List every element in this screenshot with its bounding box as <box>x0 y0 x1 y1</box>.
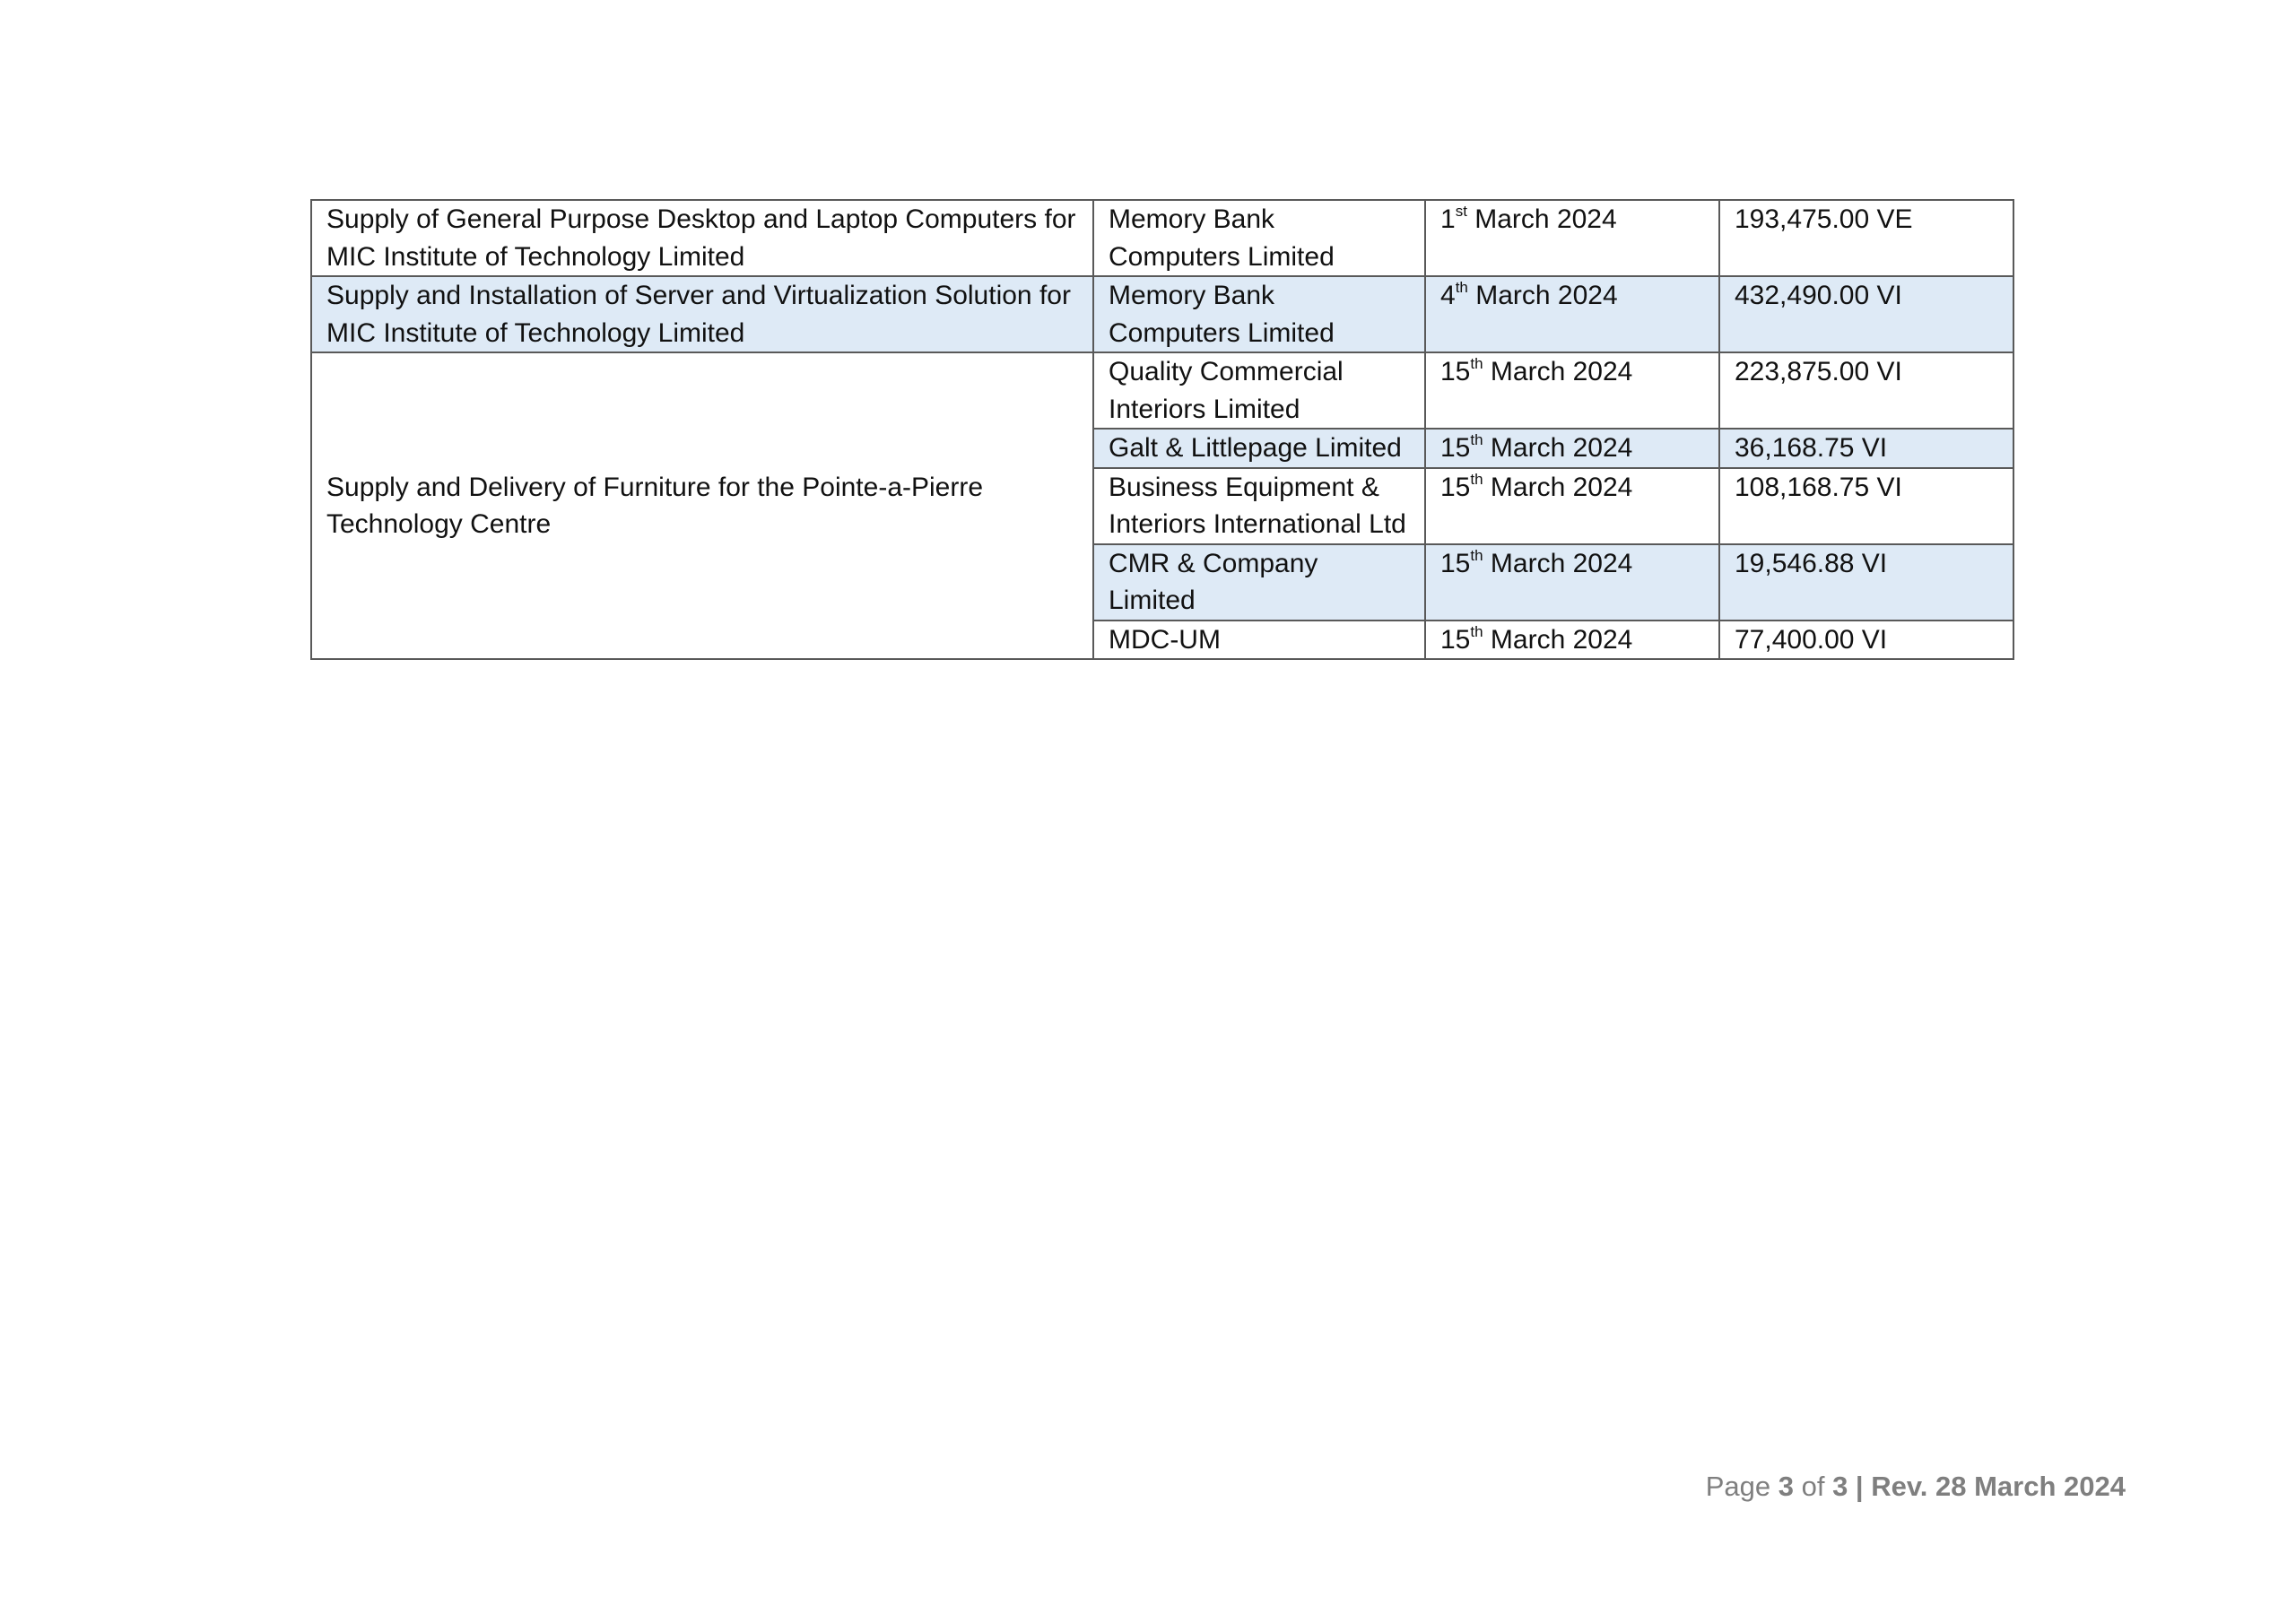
footer-revision: Rev. 28 March 2024 <box>1871 1471 2126 1502</box>
date-day: 15 <box>1440 472 1471 502</box>
date-rest: March 2024 <box>1467 281 1618 310</box>
date-rest: March 2024 <box>1466 204 1617 234</box>
amount-cell: 432,490.00 VI <box>1719 276 2013 352</box>
date-day: 4 <box>1440 281 1456 310</box>
amount-cell: 223,875.00 VI <box>1719 352 2013 429</box>
footer-of-word: of <box>1793 1471 1833 1502</box>
description-cell: Supply and Installation of Server and Virtualization Solution for MIC Institute of Technology Limited <box>311 276 1093 352</box>
date-day: 1 <box>1440 204 1456 234</box>
date-suffix: th <box>1470 470 1483 488</box>
date-rest: March 2024 <box>1483 472 1633 502</box>
date-cell <box>1425 276 1719 352</box>
supplier-cell: Memory Bank Computers Limited <box>1093 276 1425 352</box>
amount-cell: 77,400.00 VI <box>1719 621 2013 660</box>
table-row <box>311 276 2013 352</box>
supplier-cell: Quality Commercial Interiors Limited <box>1093 352 1425 429</box>
table-row <box>311 352 2013 429</box>
date-cell <box>1425 352 1719 429</box>
date-rest: March 2024 <box>1483 433 1633 463</box>
date-rest: March 2024 <box>1483 357 1633 386</box>
supplier-cell: CMR & Company Limited <box>1093 544 1425 621</box>
date-suffix: th <box>1470 431 1483 448</box>
amount-cell: 19,546.88 VI <box>1719 544 2013 621</box>
date-suffix: th <box>1470 622 1483 640</box>
footer-page-total: 3 <box>1832 1471 1848 1502</box>
date-day: 15 <box>1440 357 1471 386</box>
page-footer <box>1435 1471 2126 1503</box>
description-cell: Supply of General Purpose Desktop and Laptop Computers for MIC Institute of Technology Limited <box>311 200 1093 276</box>
supplier-cell: Galt & Littlepage Limited <box>1093 429 1425 468</box>
date-suffix: th <box>1470 546 1483 564</box>
date-day: 15 <box>1440 548 1471 578</box>
date-suffix: st <box>1455 203 1467 220</box>
footer-page-current: 3 <box>1778 1471 1794 1502</box>
footer-page-word: Page <box>1705 1471 1779 1502</box>
date-day: 15 <box>1440 433 1471 463</box>
amount-cell: 36,168.75 VI <box>1719 429 2013 468</box>
amount-cell: 108,168.75 VI <box>1719 468 2013 544</box>
amount-cell: 193,475.00 VE <box>1719 200 2013 276</box>
date-cell <box>1425 429 1719 468</box>
contract-awards-table <box>310 199 2014 660</box>
table-row <box>311 200 2013 276</box>
date-rest: March 2024 <box>1483 548 1633 578</box>
footer-separator: | <box>1848 1471 1872 1502</box>
date-rest: March 2024 <box>1483 624 1633 655</box>
date-cell <box>1425 200 1719 276</box>
description-cell-merged: Supply and Delivery of Furniture for the Pointe-a-Pierre Technology Centre <box>311 352 1093 659</box>
supplier-cell: MDC-UM <box>1093 621 1425 660</box>
supplier-cell: Business Equipment & Interiors International Ltd <box>1093 468 1425 544</box>
date-cell <box>1425 621 1719 660</box>
date-suffix: th <box>1455 279 1468 296</box>
date-suffix: th <box>1470 355 1483 372</box>
date-day: 15 <box>1440 624 1471 655</box>
date-cell <box>1425 544 1719 621</box>
date-cell <box>1425 468 1719 544</box>
supplier-cell: Memory Bank Computers Limited <box>1093 200 1425 276</box>
